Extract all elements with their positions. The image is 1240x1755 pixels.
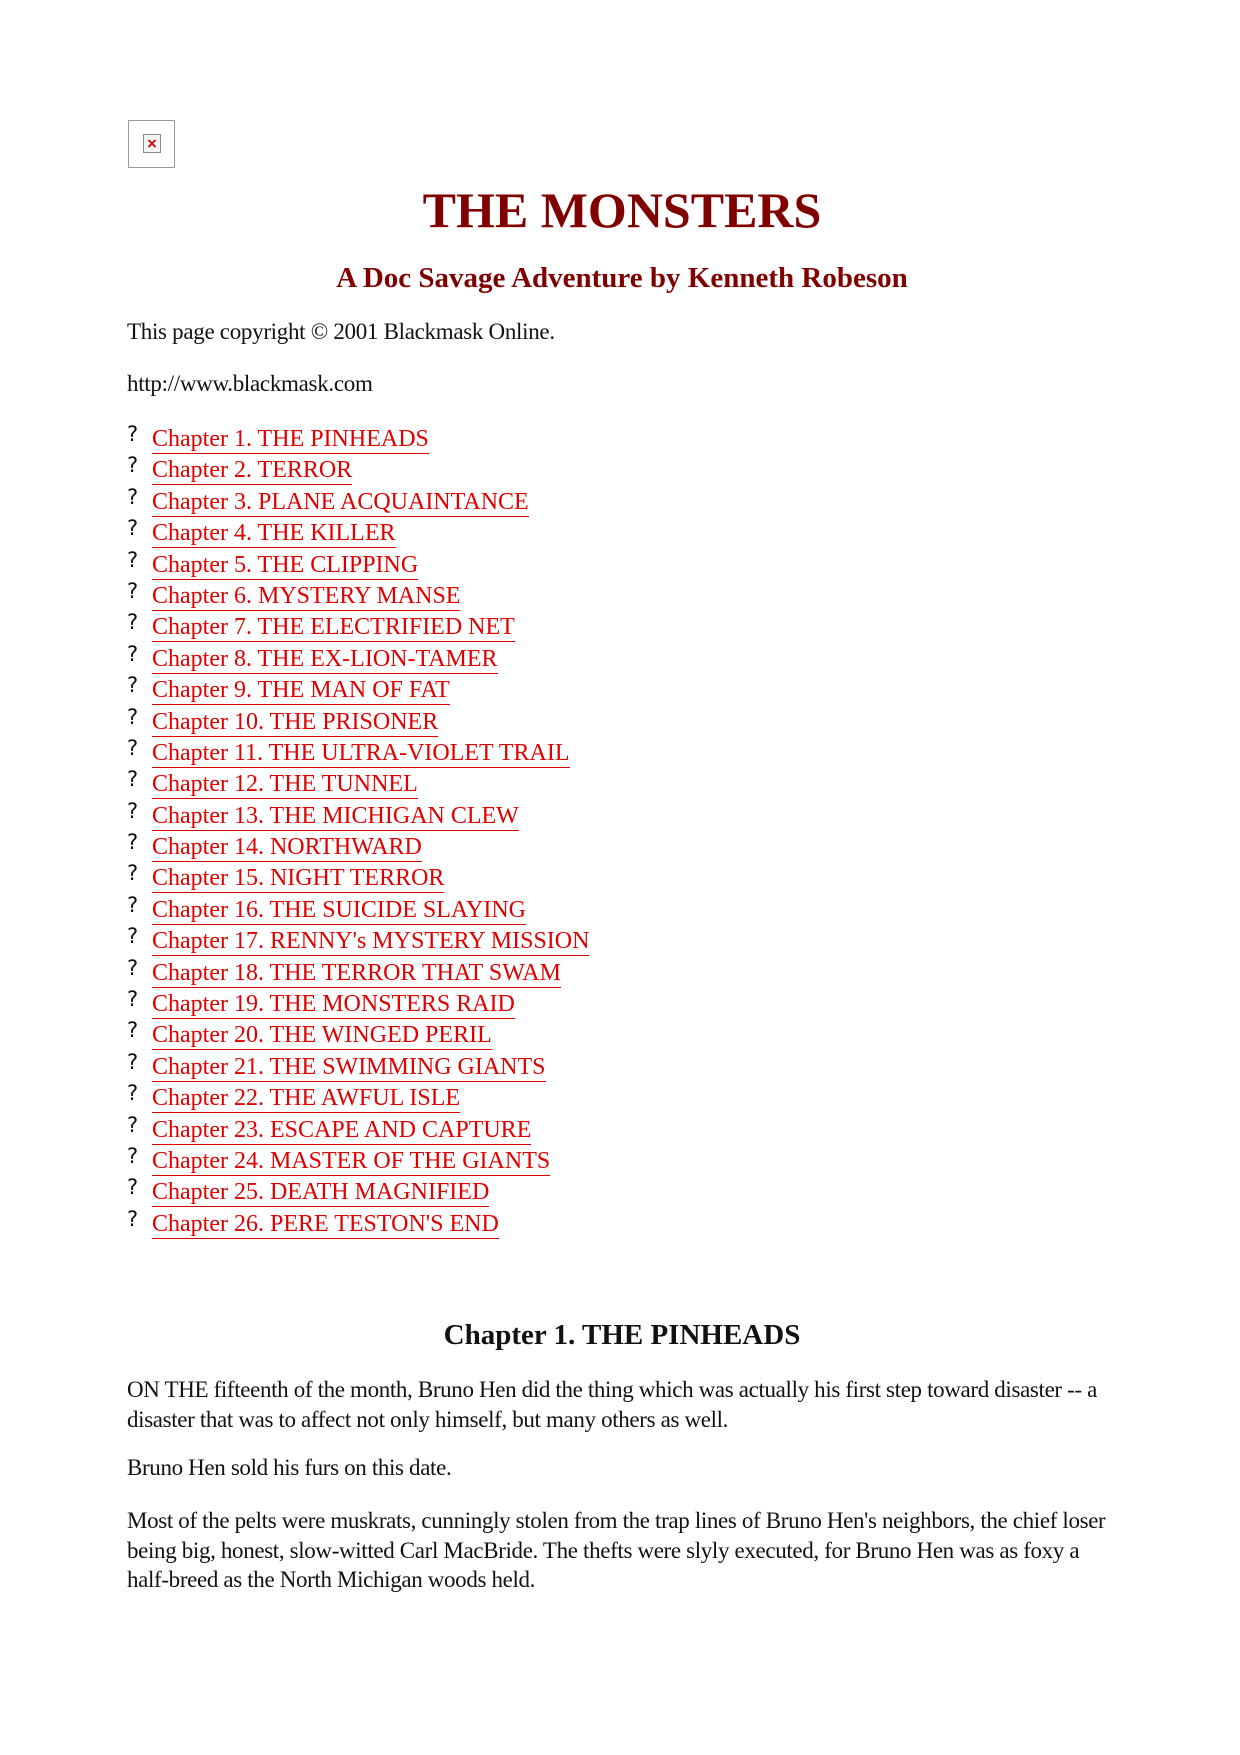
- toc-chapter-link[interactable]: Chapter 17. RENNY's MYSTERY MISSION: [152, 928, 590, 955]
- toc-item: [127, 892, 1117, 927]
- toc-bullet: ?: [127, 673, 139, 698]
- toc-bullet: ?: [127, 735, 139, 760]
- toc-chapter-link[interactable]: Chapter 22. THE AWFUL ISLE: [152, 1085, 461, 1112]
- toc-item: [127, 516, 1117, 550]
- toc-item: [127, 830, 1117, 864]
- toc-bullet: ?: [127, 1112, 139, 1137]
- toc-bullet: ?: [127, 484, 139, 509]
- toc-item: [127, 1112, 1117, 1147]
- toc-item: [127, 987, 1117, 1021]
- toc-chapter-link[interactable]: Chapter 23. ESCAPE AND CAPTURE: [152, 1116, 532, 1143]
- toc-item: [127, 1049, 1117, 1084]
- toc-item: [127, 1018, 1117, 1052]
- chapter-paragraph: Bruno Hen sold his furs on this date.: [127, 1455, 452, 1480]
- toc-item: [127, 578, 1117, 613]
- toc-item: [127, 1143, 1117, 1178]
- chapter-paragraph: Most of the pelts were muskrats, cunningly stolen from the trap lines of Bruno Hen's neighbors, the chief loser being big, honest, slow-witted Carl MacBride. The thefts were slyly executed, for Bruno Hen was as foxy a half-breed as the North Michigan woods held.: [127, 1508, 1106, 1592]
- broken-image-placeholder: [143, 134, 161, 153]
- toc-chapter-link[interactable]: Chapter 3. PLANE ACQUAINTANCE: [152, 488, 529, 515]
- toc-bullet: ?: [127, 1175, 139, 1200]
- toc-chapter-link[interactable]: Chapter 10. THE PRISONER: [152, 708, 439, 735]
- toc-bullet: ?: [127, 955, 139, 980]
- toc-chapter-link[interactable]: Chapter 15. NIGHT TERROR: [152, 865, 445, 892]
- toc-bullet: ?: [127, 422, 139, 446]
- toc-bullet: ?: [127, 830, 139, 855]
- toc-item: [127, 1081, 1117, 1115]
- toc-item: [127, 453, 1117, 487]
- toc-chapter-link[interactable]: Chapter 19. THE MONSTERS RAID: [152, 991, 515, 1018]
- toc-chapter-link[interactable]: Chapter 8. THE EX-LION-TAMER: [152, 645, 498, 672]
- toc-item: [127, 1175, 1117, 1209]
- toc-bullet: ?: [127, 453, 139, 478]
- toc-item: [127, 547, 1117, 582]
- toc-item: [127, 610, 1117, 644]
- toc-item: [127, 735, 1117, 770]
- chapter-heading: Chapter 1. THE PINHEADS: [443, 1319, 801, 1351]
- toc-bullet: ?: [127, 1081, 139, 1106]
- toc-bullet: ?: [127, 1143, 139, 1168]
- red-x-icon: [147, 138, 157, 149]
- toc-bullet: ?: [127, 547, 139, 572]
- toc-bullet: ?: [127, 610, 139, 635]
- page-title: THE MONSTERS: [422, 182, 822, 238]
- toc-bullet: ?: [127, 767, 139, 792]
- toc-chapter-link[interactable]: Chapter 12. THE TUNNEL: [152, 771, 418, 798]
- toc-item: [127, 1206, 1117, 1241]
- toc-bullet: ?: [127, 924, 139, 949]
- toc-chapter-link[interactable]: Chapter 14. NORTHWARD: [152, 834, 422, 861]
- toc-item: [127, 484, 1117, 519]
- toc-chapter-link[interactable]: Chapter 2. TERROR: [152, 457, 353, 484]
- toc-chapter-link[interactable]: Chapter 20. THE WINGED PERIL: [152, 1022, 492, 1049]
- toc-item: [127, 924, 1117, 958]
- chapter-paragraph: ON THE fifteenth of the month, Bruno Hen did the thing which was actually his first step toward disaster -- a disaster that was to affect not only himself, but many others as well.: [127, 1377, 1098, 1432]
- toc-chapter-link[interactable]: Chapter 24. MASTER OF THE GIANTS: [152, 1147, 551, 1174]
- toc-chapter-link[interactable]: Chapter 25. DEATH MAGNIFIED: [152, 1179, 490, 1206]
- toc-item: [127, 641, 1117, 676]
- toc-bullet: ?: [127, 1018, 139, 1043]
- page-subtitle: A Doc Savage Adventure by Kenneth Robeson: [336, 262, 908, 294]
- toc-chapter-link[interactable]: Chapter 11. THE ULTRA-VIOLET TRAIL: [152, 739, 570, 766]
- toc-chapter-link[interactable]: Chapter 9. THE MAN OF FAT: [152, 677, 450, 704]
- toc-bullet: ?: [127, 987, 139, 1012]
- toc-truncated-line: [127, 1246, 187, 1249]
- broken-image-icon: [128, 120, 175, 168]
- toc-item: [127, 861, 1117, 895]
- toc-chapter-link[interactable]: Chapter 5. THE CLIPPING: [152, 551, 419, 578]
- toc-item: [127, 673, 1117, 707]
- site-url: http://www.blackmask.com: [127, 371, 373, 396]
- toc-chapter-link[interactable]: Chapter 4. THE KILLER: [152, 520, 396, 547]
- toc-bullet: ?: [127, 641, 139, 666]
- toc-item: [127, 955, 1117, 990]
- toc-bullet: ?: [127, 798, 139, 823]
- toc-chapter-link[interactable]: Chapter 7. THE ELECTRIFIED NET: [152, 614, 515, 641]
- toc-bullet: ?: [127, 1206, 139, 1231]
- toc-chapter-link[interactable]: Chapter 6. MYSTERY MANSE: [152, 582, 461, 609]
- toc-chapter-link[interactable]: Chapter 26. PERE TESTON'S END: [152, 1210, 499, 1237]
- toc-item: [127, 704, 1117, 739]
- toc-chapter-link[interactable]: Chapter 18. THE TERROR THAT SWAM: [152, 959, 561, 986]
- toc-item: [127, 767, 1117, 801]
- toc-bullet: ?: [127, 892, 139, 917]
- toc-chapter-link[interactable]: Chapter 1. THE PINHEADS: [152, 426, 429, 452]
- toc-bullet: ?: [127, 1049, 139, 1074]
- toc-bullet: ?: [127, 861, 139, 886]
- toc-bullet: ?: [127, 516, 139, 541]
- copyright-notice: This page copyright © 2001 Blackmask Online.: [127, 319, 555, 344]
- toc-item: [127, 798, 1117, 833]
- toc-chapter-link[interactable]: Chapter 21. THE SWIMMING GIANTS: [152, 1053, 546, 1080]
- table-of-contents: [127, 422, 1117, 1241]
- toc-item: [127, 422, 1117, 456]
- toc-bullet: ?: [127, 578, 139, 603]
- toc-chapter-link[interactable]: Chapter 13. THE MICHIGAN CLEW: [152, 802, 519, 829]
- toc-chapter-link[interactable]: Chapter 16. THE SUICIDE SLAYING: [152, 896, 526, 923]
- toc-bullet: ?: [127, 704, 139, 729]
